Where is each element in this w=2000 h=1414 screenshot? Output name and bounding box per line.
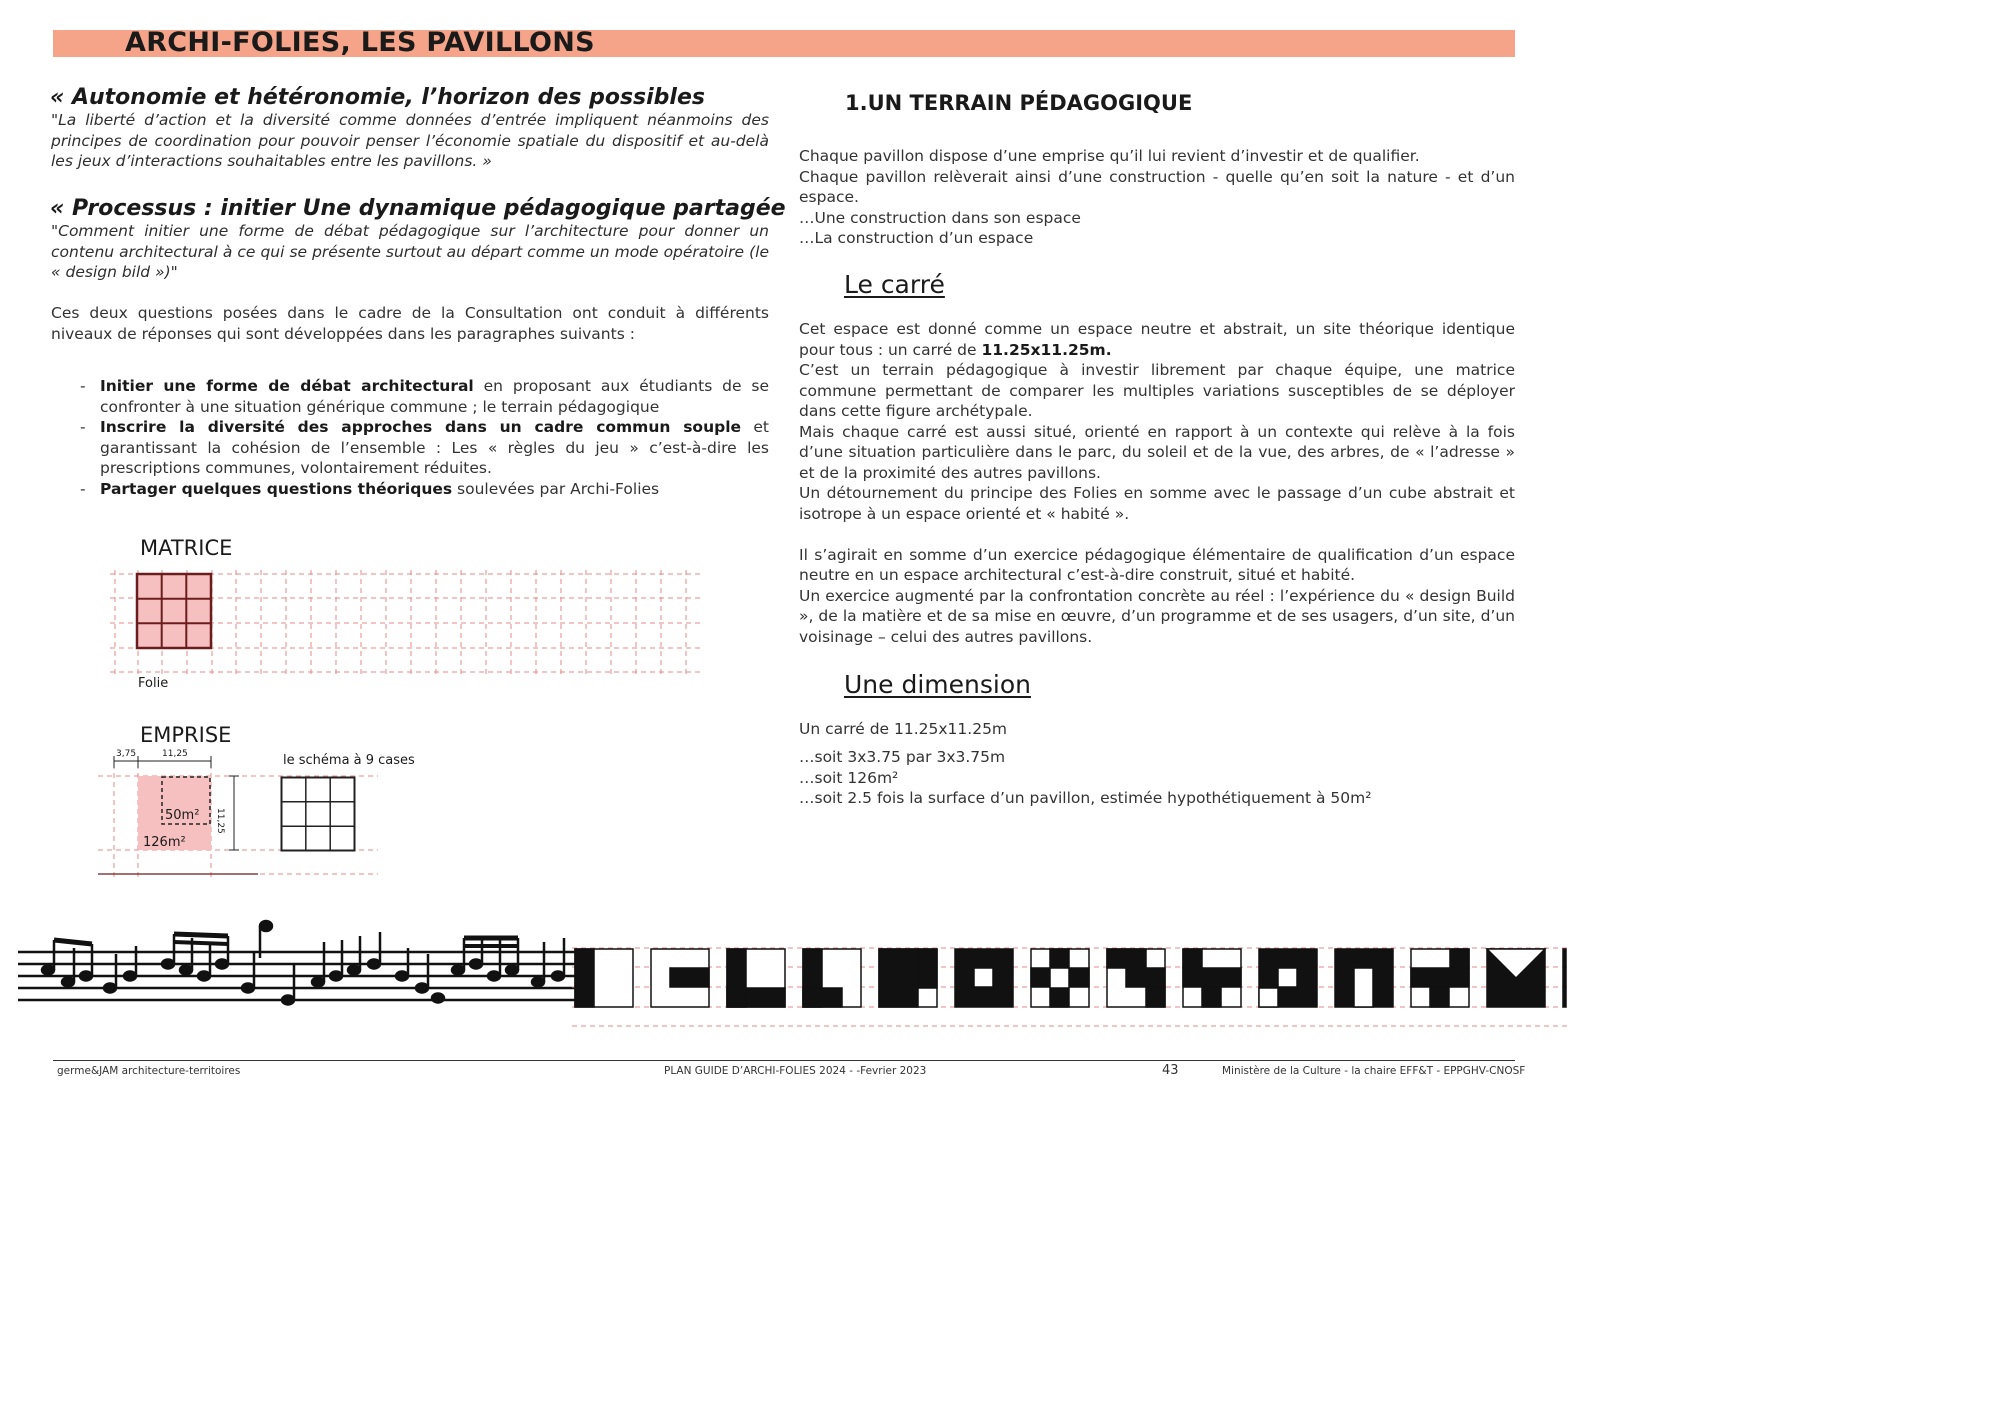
dimension-large: 11,25 <box>162 749 188 759</box>
page-number: 43 <box>1162 1063 1179 1078</box>
list-item: - Inscrire la diversité des approches dans un cadre commun souple et garantissant la cohésion de l’ensemble : Les « règles du jeu » c’est-à-dire les prescriptions communes, volontairement réduites. <box>80 418 769 477</box>
carre-heading: Le carré <box>844 270 945 299</box>
text-line: …La construction d’un espace <box>799 229 1034 247</box>
footer-left: germe&JAM architecture-territoires <box>57 1065 241 1077</box>
folie-variations-strip <box>572 944 1568 1030</box>
carre-paragraph-6: Un exercice augmenté par la confrontation concrète au réel : l’expérience du « design Build », de la matière et de sa mise en œuvre, d’un programme et de ses usagers, d’un site, d’un voisinage – celui des autres pavillons. <box>799 586 1515 646</box>
footer-center: PLAN GUIDE D’ARCHI-FOLIES 2024 - -Fevrier 2023 <box>664 1065 927 1077</box>
intro-lines <box>799 146 1515 249</box>
folie-caption: Folie <box>138 676 169 691</box>
music-score-image <box>18 918 578 1018</box>
dimension-heading: Une dimension <box>844 670 1031 699</box>
section-title: 1.UN TERRAIN PÉDAGOGIQUE <box>845 91 1193 115</box>
area-outer-label: 126m² <box>143 835 186 850</box>
carre-paragraph-5: Il s’agirait en somme d’un exercice pédagogique élémentaire de qualification d’un espace neutre en un espace architectural c’est-à-dire construit, situé et habité. <box>799 545 1515 584</box>
carre-paragraph-2: C’est un terrain pédagogique à investir librement par chaque équipe, une matrice commune permettant de comparer les multiples variations susceptibles de se déployer dans cette figure archétypale. <box>799 361 1515 420</box>
page-title: ARCHI-FOLIES, LES PAVILLONS <box>125 27 595 58</box>
question-1-heading: « Autonomie et hétéronomie, l’horizon des possibles <box>50 85 705 110</box>
matrice-label: MATRICE <box>140 536 233 560</box>
matrice-diagram <box>100 568 710 678</box>
dimension-vertical: 11,25 <box>215 808 225 834</box>
folie-square <box>137 574 211 648</box>
dimension-small: 3,75 <box>116 749 137 759</box>
dimension-line: …soit 126m² <box>799 769 899 787</box>
list-item: - Partager quelques questions théoriques soulevées par Archi-Folies <box>80 479 660 498</box>
carre-paragraph-4: Un détournement du principe des Folies en somme avec le passage d’un cube abstrait et isotrope à un espace orienté et « habité ». <box>799 484 1515 523</box>
carre-text <box>799 319 1515 647</box>
question-2-text: "Comment initier une forme de débat pédagogique sur l’architecture pour donner un contenu architectural à ce qui se présente surtout au départ comme un mode opératoire (le « design bild »)" <box>51 222 769 281</box>
intro-paragraph: Ces deux questions posées dans le cadre de la Consultation ont conduit à différents niveaux de réponses qui sont développées dans les paragraphes suivants : <box>51 304 769 343</box>
carre-paragraph-1: Cet espace est donné comme un espace neutre et abstrait, un site théorique identique pour tous : un carré de 11.25x11.25m. <box>799 320 1515 359</box>
list-item: - Initier une forme de débat architectural en proposant aux étudiants de se confronter à une situation générique commune ; le terrain pédagogique <box>80 377 769 416</box>
text-line: …Une construction dans son espace <box>799 208 1081 227</box>
nine-cell-schema <box>280 776 358 854</box>
question-2-heading: « Processus : initier Une dynamique pédagogique partagée <box>50 196 786 221</box>
dimension-line: …soit 3x3.75 par 3x3.75m <box>799 748 1006 766</box>
question-1-text: "La liberté d’action et la diversité comme données d’entrée impliquent néanmoins des principes de coordination pour pouvoir penser l’économie spatiale du dispositif et au-delà les jeux d’interactions souhaitables entre les pavillons. » <box>51 111 769 170</box>
approach-list <box>80 376 769 499</box>
footer-right: Ministère de la Culture - la chaire EFF&T - EPPGHV-CNOSF <box>1222 1065 1526 1077</box>
text-line: Chaque pavillon relèverait ainsi d’une construction - quelle qu’en soit la nature - et d’un espace. <box>799 167 1515 206</box>
footer-rule <box>53 1060 1515 1061</box>
area-inner-label: 50m² <box>165 808 200 823</box>
schema-label: le schéma à 9 cases <box>283 753 415 768</box>
dimension-line: …soit 2.5 fois la surface d’un pavillon, estimée hypothétiquement à 50m² <box>799 789 1372 807</box>
emprise-label: EMPRISE <box>140 723 232 747</box>
carre-paragraph-3: Mais chaque carré est aussi situé, orienté en rapport à un contexte qui relève à la fois d’une situation particulière dans le parc, du soleil et de la vue, des arbres, de « l’adresse » et de la proximité des autres pavillons. <box>799 422 1515 482</box>
dimension-line: Un carré de 11.25x11.25m <box>799 720 1008 738</box>
text-line: Chaque pavillon dispose d’une emprise qu’il lui revient d’investir et de qualifier. <box>799 147 1420 165</box>
